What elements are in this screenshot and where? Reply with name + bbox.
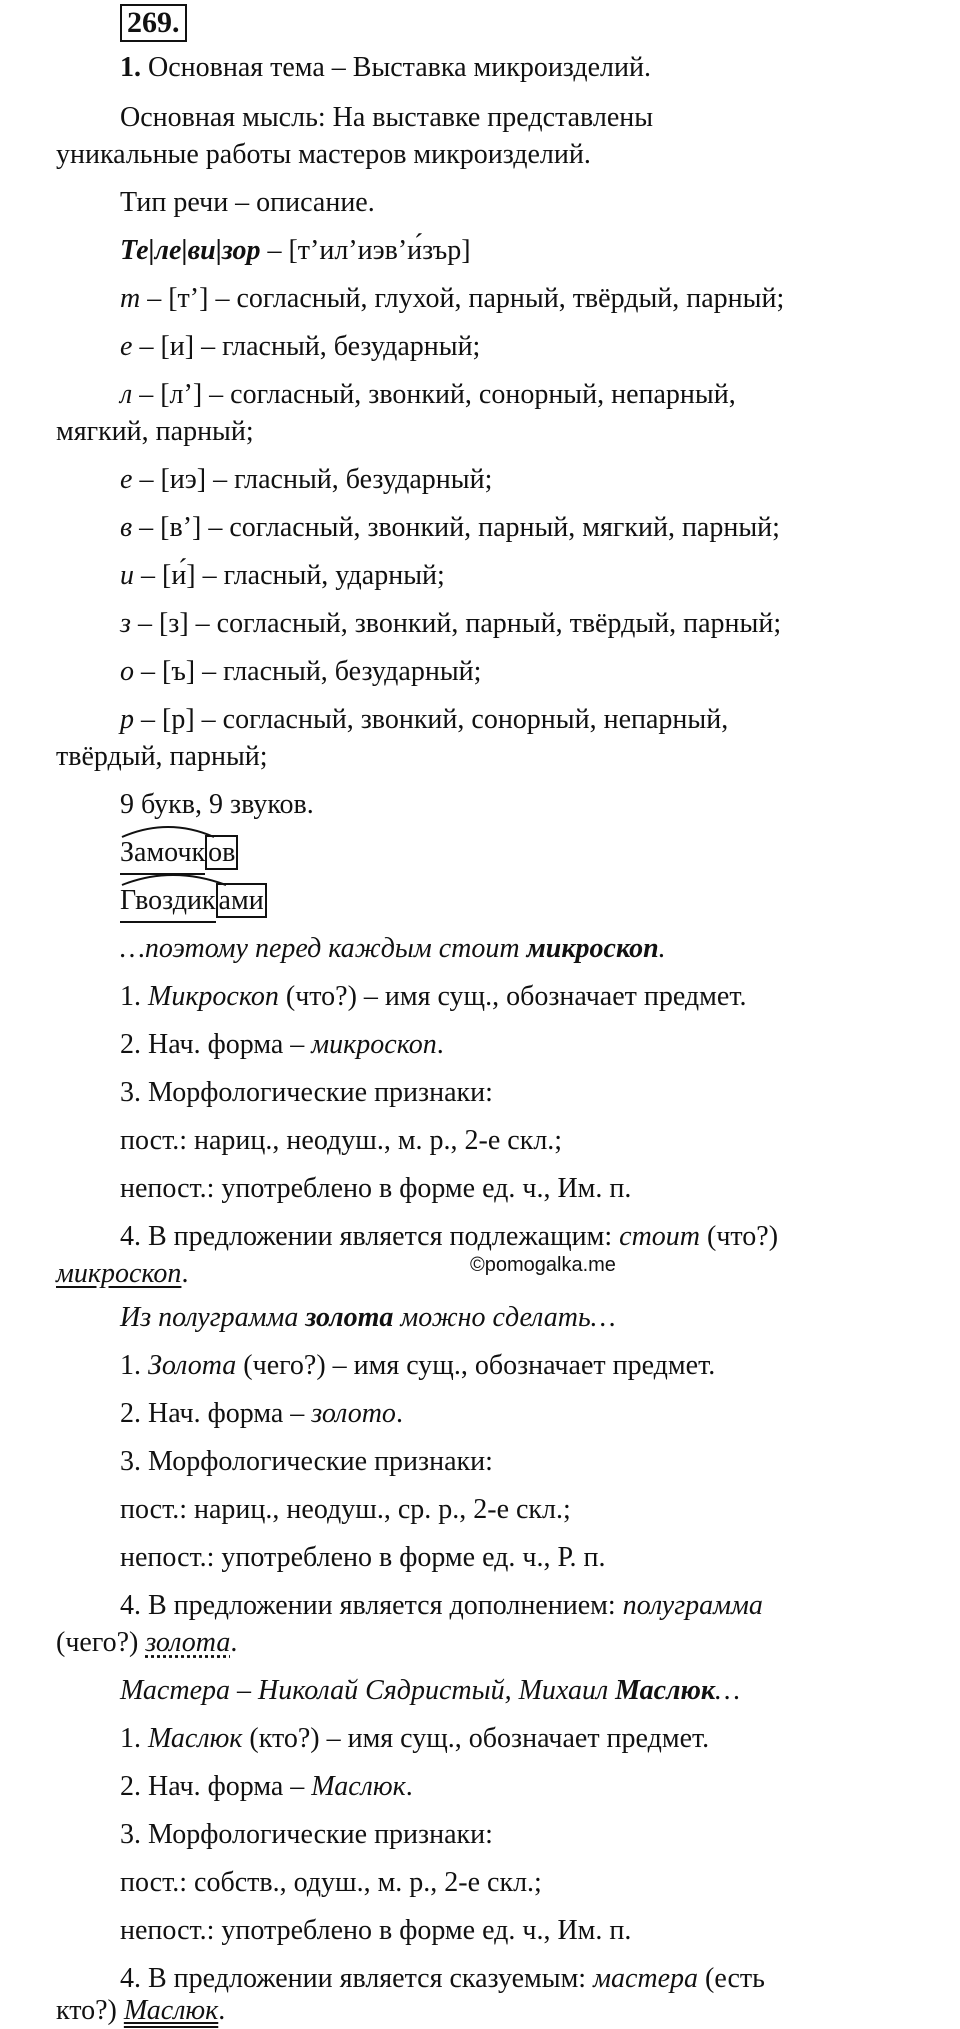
text-line: (чего?) золота.: [56, 1627, 238, 1658]
text-line: 4. В предложении является сказуемым: мастера (есть: [120, 1963, 765, 1994]
text-line: микроскоп.: [56, 1258, 189, 1289]
text-line: 1. Основная тема – Выставка микроизделий.: [120, 52, 651, 83]
text-line: л – [л’] – согласный, звонкий, сонорный, непарный,: [120, 379, 736, 410]
text-line: 3. Морфологические признаки:: [120, 1446, 493, 1477]
text-line: кто?) Маслюк.: [56, 1995, 226, 2026]
text-line: Основная мысль: На выставке представлены: [120, 102, 654, 133]
quote-line: Из полуграмма золота можно сделать…: [120, 1302, 616, 1333]
quote-line: …поэтому перед каждым стоит микроскоп.: [120, 933, 666, 964]
text-line: пост.: нариц., неодуш., ср. р., 2-е скл.;: [120, 1494, 571, 1525]
predicate-underlined: Маслюк: [123, 1995, 219, 2026]
text-line: уникальные работы мастеров микроизделий.: [56, 139, 591, 170]
text-line: Тип речи – описание.: [120, 187, 375, 218]
exercise-number: 269.: [120, 4, 187, 42]
object-underlined: золота: [145, 1627, 231, 1658]
watermark: ©pomogalka.me: [470, 1254, 616, 1276]
root-arc: [120, 871, 230, 887]
ending-box: ами: [216, 883, 267, 918]
text-line: 1. Микроскоп (что?) – имя сущ., обозначает предмет.: [120, 981, 747, 1012]
morpheme-parse-zamochkov: [120, 835, 238, 875]
stem: Гвоздик: [120, 883, 216, 923]
text-line: з – [з] – согласный, звонкий, парный, твёрдый, парный;: [120, 608, 782, 639]
text-line: непост.: употреблено в форме ед. ч., Им. п.: [120, 1173, 632, 1204]
text-line: р – [р] – согласный, звонкий, сонорный, непарный,: [120, 704, 729, 735]
root-arc: [120, 823, 218, 839]
text-line: е – [и] – гласный, безударный;: [120, 331, 481, 362]
text-line: 2. Нач. форма – Маслюк.: [120, 1771, 413, 1802]
text-line: пост.: нариц., неодуш., м. р., 2-е скл.;: [120, 1125, 563, 1156]
text-line: 1. Маслюк (кто?) – имя сущ., обозначает предмет.: [120, 1723, 710, 1754]
subject-underlined: микроскоп: [56, 1258, 182, 1289]
text-line: 3. Морфологические признаки:: [120, 1819, 493, 1850]
quote-line: Мастера – Николай Сядристый, Михаил Маслюк…: [120, 1675, 741, 1706]
text-line: непост.: употреблено в форме ед. ч., Р. п.: [120, 1542, 606, 1573]
morpheme-parse-gvozdikami: [120, 883, 267, 923]
text-line: Те|ле|ви|зор – [т’ил’иэв’и́зър]: [120, 235, 471, 266]
text-line: пост.: собств., одуш., м. р., 2-е скл.;: [120, 1867, 542, 1898]
text-line: 4. В предложении является подлежащим: стоит (что?): [120, 1221, 779, 1252]
text-line: в – [в’] – согласный, звонкий, парный, мягкий, парный;: [120, 512, 780, 543]
ending-box: ов: [205, 835, 238, 870]
text-line: т – [т’] – согласный, глухой, парный, твёрдый, парный;: [120, 283, 785, 314]
stem: Замочк: [120, 835, 205, 875]
text-line: непост.: употреблено в форме ед. ч., Им. п.: [120, 1915, 632, 1946]
text-line: и – [и́] – гласный, ударный;: [120, 560, 445, 591]
text-line: 3. Морфологические признаки:: [120, 1077, 493, 1108]
text-line: 9 букв, 9 звуков.: [120, 789, 314, 820]
text-line: мягкий, парный;: [56, 416, 254, 447]
text-line: твёрдый, парный;: [56, 741, 268, 772]
text-line: о – [ъ] – гласный, безударный;: [120, 656, 482, 687]
syllable-word: Те|ле|ви|зор: [120, 235, 261, 266]
text-line: 2. Нач. форма – золото.: [120, 1398, 403, 1429]
text-line: 2. Нач. форма – микроскоп.: [120, 1029, 444, 1060]
text-line: е – [иэ] – гласный, безударный;: [120, 464, 493, 495]
text-line: 4. В предложении является дополнением: полуграмма: [120, 1590, 763, 1621]
text-line: 1. Золота (чего?) – имя сущ., обозначает предмет.: [120, 1350, 716, 1381]
